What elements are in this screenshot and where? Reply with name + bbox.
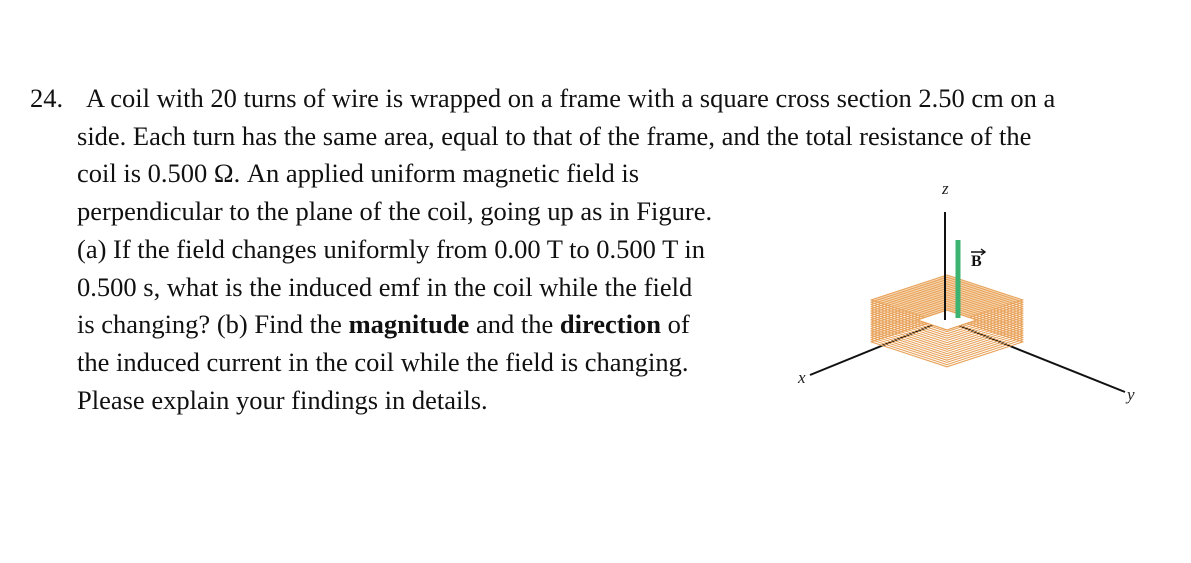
problem-line-8: the induced current in the coil while the field is changing. xyxy=(77,346,689,377)
coil xyxy=(871,275,1023,367)
problem-line-5: (a) If the field changes uniformly from 0.00 T to 0.500 T in xyxy=(77,233,706,264)
b-field-label: B xyxy=(971,253,982,270)
x-axis-label: x xyxy=(798,368,806,387)
problem-line-4: perpendicular to the plane of the coil, going up as in Figure. xyxy=(77,196,713,227)
problem-line-1: A coil with 20 turns of wire is wrapped on a frame with a square cross section 2.50 cm on a xyxy=(86,83,1056,113)
y-axis-label: y xyxy=(1127,385,1135,404)
line7-mid: and the xyxy=(469,309,560,340)
line7-post: of xyxy=(660,309,690,340)
problem-line-2: side. Each turn has the same area, equal to that of the frame, and the total resistance of the xyxy=(77,120,1032,151)
problem-line-7 xyxy=(77,306,690,344)
problem-number: 24. xyxy=(30,83,64,113)
problem-line-3: coil is 0.500 Ω. An applied uniform magnetic field is xyxy=(77,158,640,189)
problem-line-6: 0.500 s, what is the induced emf in the coil while the field xyxy=(77,271,693,302)
bold-magnitude: magnitude xyxy=(348,309,470,340)
coil-figure xyxy=(780,170,1160,420)
bold-direction: direction xyxy=(559,309,661,340)
z-axis-label: z xyxy=(942,179,949,198)
line7-pre: is changing? (b) Find the xyxy=(77,309,349,340)
problem-line-9: Please explain your findings in details. xyxy=(77,384,488,415)
